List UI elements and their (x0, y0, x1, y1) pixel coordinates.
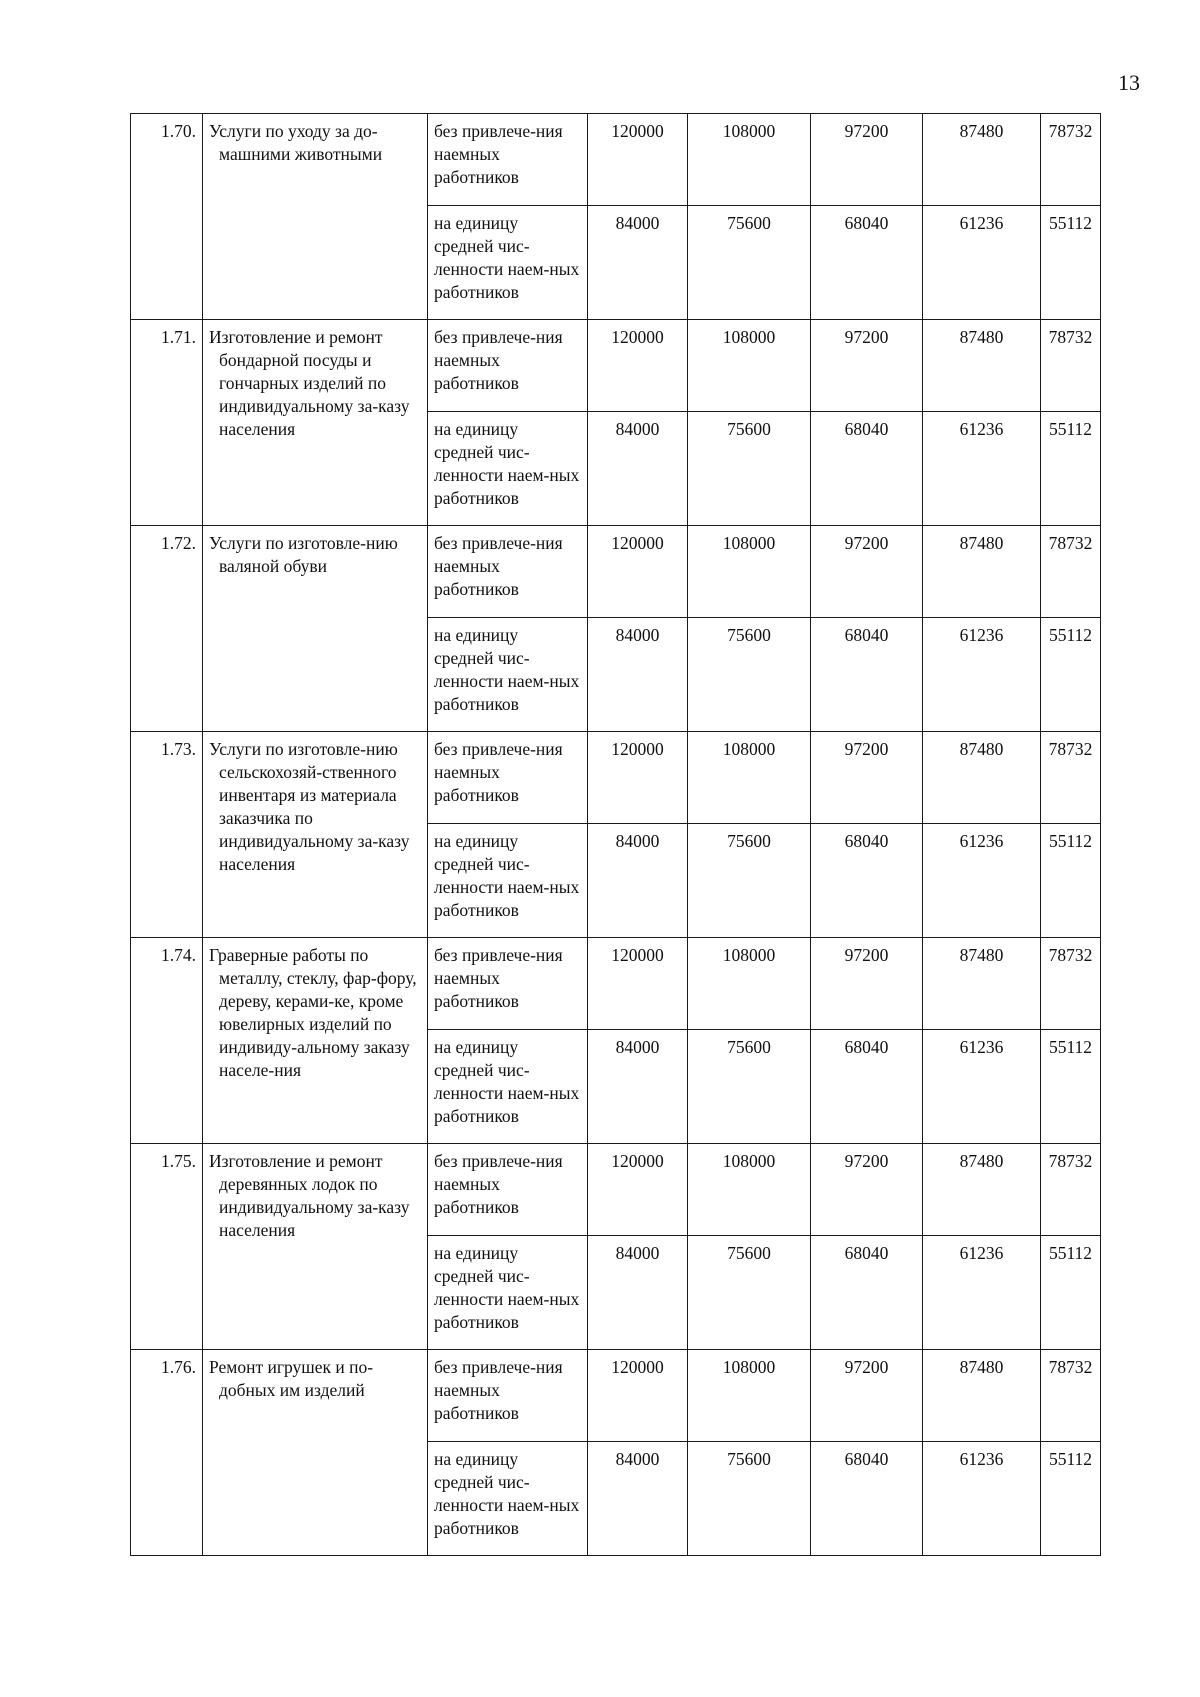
table-body (131, 114, 1101, 1556)
basis-per-employee: на единицу средней чис-ленности наем-ных работников (428, 206, 588, 320)
basis-per-employee: на единицу средней чис-ленности наем-ных работников (428, 1236, 588, 1350)
value-cell: 55112 (1041, 1236, 1101, 1350)
value-cell: 61236 (923, 1030, 1041, 1144)
value-cell: 120000 (588, 320, 688, 412)
value-cell: 120000 (588, 1350, 688, 1442)
basis-without-employees: без привлече-ния наемных работников (428, 938, 588, 1030)
value-cell: 78732 (1041, 526, 1101, 618)
value-cell: 87480 (923, 114, 1041, 206)
service-name: Услуги по изготовле-нию сельскохозяй-ственного инвентаря из материала заказчика по индивидуальному за-казу населения (209, 739, 410, 874)
basis-per-employee: на единицу средней чис-ленности наем-ных работников (428, 824, 588, 938)
value-cell: 97200 (811, 938, 923, 1030)
value-cell: 87480 (923, 320, 1041, 412)
value-cell: 75600 (688, 824, 811, 938)
value-cell: 55112 (1041, 206, 1101, 320)
basis-per-employee: на единицу средней чис-ленности наем-ных работников (428, 1442, 588, 1556)
value-cell: 108000 (688, 320, 811, 412)
service-name: Изготовление и ремонт деревянных лодок по индивидуальному за-казу населения (209, 1151, 410, 1240)
value-cell: 108000 (688, 938, 811, 1030)
service-name: Услуги по изготовле-нию валяной обуви (209, 533, 398, 576)
value-cell: 87480 (923, 938, 1041, 1030)
row-code: 1.72. (131, 526, 203, 732)
basis-without-employees: без привлече-ния наемных работников (428, 114, 588, 206)
value-cell: 68040 (811, 1442, 923, 1556)
page-number: 13 (1118, 70, 1140, 95)
service-name-cell (203, 938, 428, 1144)
value-cell: 108000 (688, 1350, 811, 1442)
row-code: 1.76. (131, 1350, 203, 1556)
service-name: Изготовление и ремонт бондарной посуды и гончарных изделий по индивидуальному за-казу населения (209, 327, 410, 439)
table-row (131, 938, 1101, 1030)
value-cell: 78732 (1041, 114, 1101, 206)
service-name-cell (203, 114, 428, 320)
value-cell: 87480 (923, 732, 1041, 824)
value-cell: 97200 (811, 320, 923, 412)
value-cell: 97200 (811, 1350, 923, 1442)
table-row (131, 732, 1101, 824)
service-name: Услуги по уходу за до-машними животными (209, 121, 383, 164)
value-cell: 120000 (588, 526, 688, 618)
basis-without-employees: без привлече-ния наемных работников (428, 526, 588, 618)
value-cell: 75600 (688, 618, 811, 732)
basis-per-employee: на единицу средней чис-ленности наем-ных работников (428, 412, 588, 526)
tariff-table (130, 113, 1101, 1556)
value-cell: 78732 (1041, 1350, 1101, 1442)
value-cell: 97200 (811, 1144, 923, 1236)
service-name-cell (203, 320, 428, 526)
value-cell: 68040 (811, 618, 923, 732)
value-cell: 87480 (923, 526, 1041, 618)
value-cell: 120000 (588, 114, 688, 206)
value-cell: 68040 (811, 824, 923, 938)
row-code: 1.73. (131, 732, 203, 938)
service-name: Ремонт игрушек и по-добных им изделий (209, 1357, 374, 1400)
value-cell: 84000 (588, 206, 688, 320)
value-cell: 87480 (923, 1350, 1041, 1442)
row-code: 1.74. (131, 938, 203, 1144)
value-cell: 78732 (1041, 320, 1101, 412)
service-name-cell (203, 732, 428, 938)
service-name-cell (203, 1350, 428, 1556)
table-row (131, 526, 1101, 618)
value-cell: 78732 (1041, 938, 1101, 1030)
basis-without-employees: без привлече-ния наемных работников (428, 320, 588, 412)
value-cell: 78732 (1041, 1144, 1101, 1236)
basis-per-employee: на единицу средней чис-ленности наем-ных работников (428, 1030, 588, 1144)
service-name-cell (203, 526, 428, 732)
value-cell: 78732 (1041, 732, 1101, 824)
table-row (131, 1350, 1101, 1442)
value-cell: 61236 (923, 1236, 1041, 1350)
row-code: 1.70. (131, 114, 203, 320)
value-cell: 87480 (923, 1144, 1041, 1236)
value-cell: 61236 (923, 1442, 1041, 1556)
value-cell: 55112 (1041, 824, 1101, 938)
table-row (131, 1144, 1101, 1236)
value-cell: 84000 (588, 412, 688, 526)
value-cell: 68040 (811, 412, 923, 526)
row-code: 1.71. (131, 320, 203, 526)
value-cell: 55112 (1041, 1442, 1101, 1556)
service-name: Граверные работы по металлу, стеклу, фар-фору, дереву, керами-ке, кроме ювелирных изделий по индивиду-альному заказу населе-ния (209, 945, 417, 1080)
table-row (131, 114, 1101, 206)
value-cell: 55112 (1041, 1030, 1101, 1144)
basis-per-employee: на единицу средней чис-ленности наем-ных работников (428, 618, 588, 732)
value-cell: 61236 (923, 824, 1041, 938)
value-cell: 120000 (588, 732, 688, 824)
value-cell: 108000 (688, 732, 811, 824)
service-name-cell (203, 1144, 428, 1350)
value-cell: 68040 (811, 206, 923, 320)
value-cell: 75600 (688, 1442, 811, 1556)
row-code: 1.75. (131, 1144, 203, 1350)
value-cell: 75600 (688, 412, 811, 526)
table-row (131, 320, 1101, 412)
value-cell: 75600 (688, 1030, 811, 1144)
value-cell: 97200 (811, 732, 923, 824)
value-cell: 84000 (588, 1442, 688, 1556)
value-cell: 84000 (588, 1030, 688, 1144)
value-cell: 68040 (811, 1030, 923, 1144)
value-cell: 108000 (688, 526, 811, 618)
value-cell: 97200 (811, 114, 923, 206)
basis-without-employees: без привлече-ния наемных работников (428, 1350, 588, 1442)
value-cell: 55112 (1041, 618, 1101, 732)
value-cell: 84000 (588, 1236, 688, 1350)
value-cell: 97200 (811, 526, 923, 618)
basis-without-employees: без привлече-ния наемных работников (428, 732, 588, 824)
value-cell: 108000 (688, 114, 811, 206)
value-cell: 120000 (588, 1144, 688, 1236)
value-cell: 75600 (688, 1236, 811, 1350)
value-cell: 75600 (688, 206, 811, 320)
value-cell: 84000 (588, 618, 688, 732)
value-cell: 84000 (588, 824, 688, 938)
value-cell: 61236 (923, 412, 1041, 526)
value-cell: 61236 (923, 206, 1041, 320)
value-cell: 68040 (811, 1236, 923, 1350)
value-cell: 108000 (688, 1144, 811, 1236)
value-cell: 120000 (588, 938, 688, 1030)
basis-without-employees: без привлече-ния наемных работников (428, 1144, 588, 1236)
value-cell: 61236 (923, 618, 1041, 732)
value-cell: 55112 (1041, 412, 1101, 526)
